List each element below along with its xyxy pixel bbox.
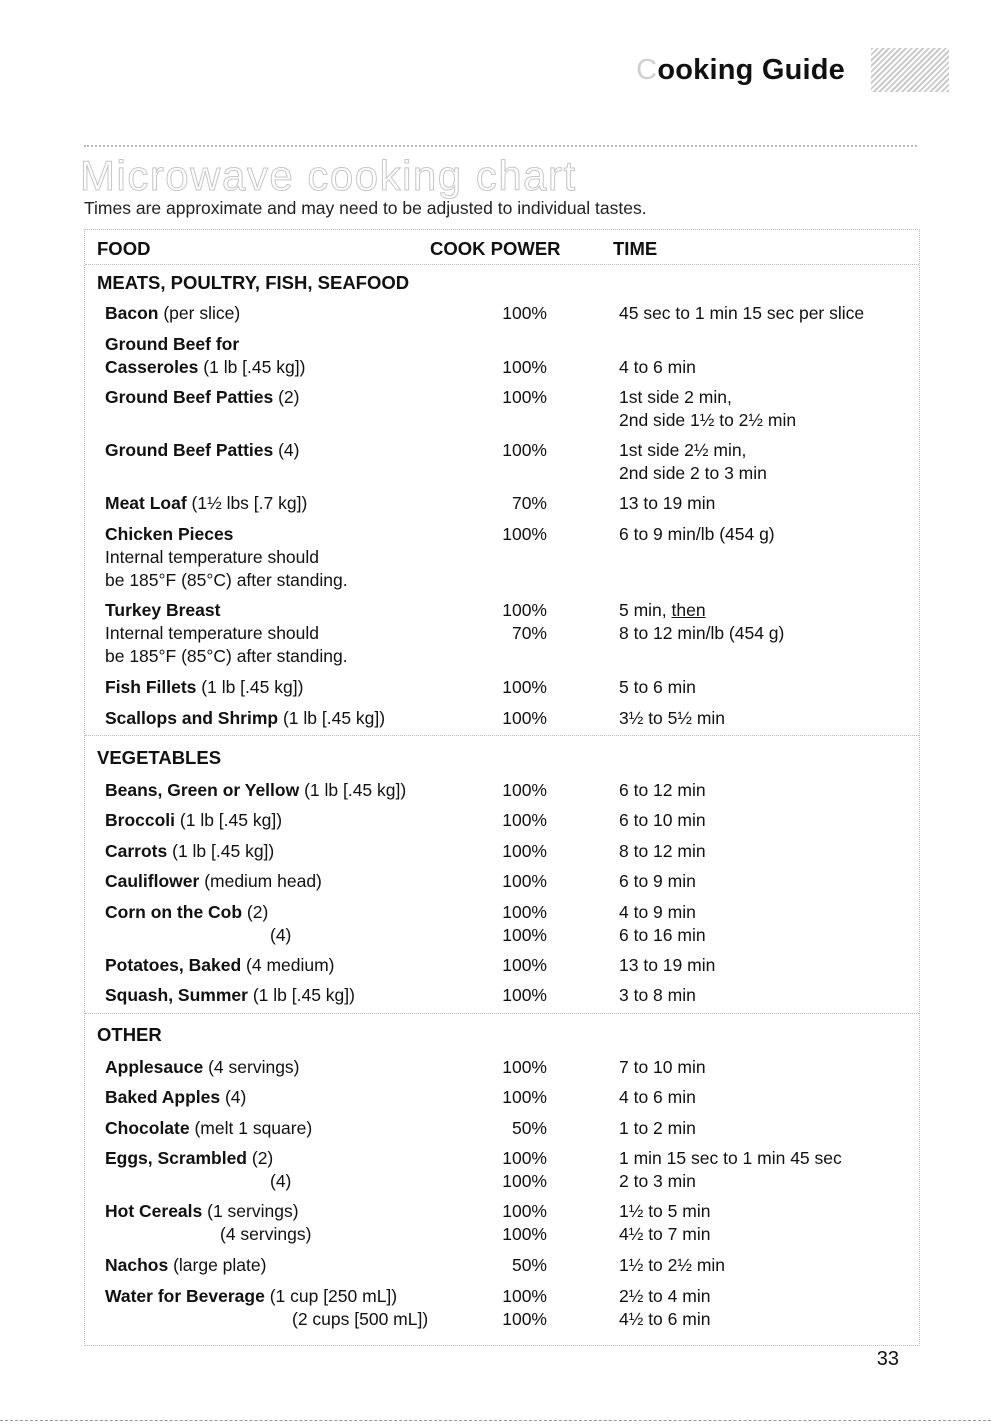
section-meats: MEATS, POULTRY, FISH, SEAFOOD bbox=[97, 272, 410, 293]
cook-power: 100% bbox=[502, 303, 547, 323]
section-other: OTHER bbox=[97, 1024, 162, 1045]
food-name: Meat Loaf bbox=[105, 493, 187, 513]
food-detail: (1 lb [.45 kg]) bbox=[196, 677, 304, 697]
header-title bbox=[636, 54, 845, 87]
food-detail: (1 lb [.45 kg]) bbox=[175, 810, 283, 830]
food-note-2: be 185°F (85°C) after standing. bbox=[105, 570, 348, 590]
section-divider bbox=[85, 735, 919, 736]
food-detail: (2) bbox=[242, 902, 269, 922]
cook-time: 4 to 6 min bbox=[619, 357, 696, 377]
cooking-chart-table bbox=[84, 229, 920, 1346]
cook-time: 6 to 9 min bbox=[619, 871, 696, 891]
cook-power: 100% bbox=[502, 1148, 547, 1168]
cook-time: 7 to 10 min bbox=[619, 1057, 706, 1077]
chart-title: Microwave cooking chart bbox=[80, 152, 577, 199]
cook-power-2: 100% bbox=[502, 925, 547, 945]
section-vegetables: VEGETABLES bbox=[97, 747, 222, 768]
cook-time: 5 min, then bbox=[619, 600, 706, 620]
food-detail: (1 lb [.45 kg]) bbox=[278, 708, 386, 728]
cook-power: 100% bbox=[502, 708, 547, 728]
cook-power: 100% bbox=[502, 902, 547, 922]
cook-power: 50% bbox=[511, 1255, 547, 1275]
cook-power-2: 100% bbox=[502, 1309, 547, 1329]
cook-power: 100% bbox=[502, 677, 547, 697]
cook-power: 100% bbox=[502, 985, 547, 1005]
food-name: Cauliflower bbox=[105, 871, 200, 891]
header-title-rest: ooking Guide bbox=[657, 53, 845, 86]
cook-time: 1st side 2½ min, bbox=[619, 440, 747, 460]
cook-time: 6 to 12 min bbox=[619, 780, 706, 800]
food-detail: (1 lb [.45 kg]) bbox=[299, 780, 407, 800]
top-dotted-rule bbox=[84, 145, 917, 147]
cook-time-2: 2nd side 1½ to 2½ min bbox=[619, 410, 797, 430]
cook-time: 3½ to 5½ min bbox=[619, 708, 726, 728]
cook-time: 6 to 9 min/lb (454 g) bbox=[619, 524, 775, 544]
cook-power: 100% bbox=[502, 780, 547, 800]
cook-power: 100% bbox=[502, 524, 547, 544]
food-sub-quantity: (2 cups [500 mL]) bbox=[292, 1309, 429, 1329]
food-detail: (large plate) bbox=[168, 1255, 267, 1275]
food-name: Corn on the Cob bbox=[105, 902, 243, 922]
food-detail: (medium head) bbox=[199, 871, 322, 891]
bottom-rule bbox=[0, 1420, 991, 1421]
food-name: Baked Apples bbox=[105, 1087, 221, 1107]
food-name: Hot Cereals bbox=[105, 1201, 203, 1221]
food-note: Internal temperature should bbox=[105, 547, 320, 567]
column-header-power: COOK POWER bbox=[430, 238, 561, 259]
cook-time: 1½ to 5 min bbox=[619, 1201, 711, 1221]
food-name: Potatoes, Baked bbox=[105, 955, 242, 975]
cook-time-2: 6 to 16 min bbox=[619, 925, 706, 945]
cook-time: 1½ to 2½ min bbox=[619, 1255, 726, 1275]
food-name: Fish Fillets bbox=[105, 677, 197, 697]
cook-time-2: 8 to 12 min/lb (454 g) bbox=[619, 623, 785, 643]
food-sub-quantity: (4) bbox=[270, 925, 292, 945]
food-name: Chocolate bbox=[105, 1118, 190, 1138]
food-name: Carrots bbox=[105, 841, 168, 861]
column-header-food: FOOD bbox=[97, 238, 151, 259]
cook-power: 100% bbox=[502, 1286, 547, 1306]
cook-time: 13 to 19 min bbox=[619, 493, 716, 513]
page-number: 33 bbox=[876, 1348, 899, 1370]
cook-time: 1st side 2 min, bbox=[619, 387, 732, 407]
cook-time: 5 to 6 min bbox=[619, 677, 696, 697]
food-name: Ground Beef Patties bbox=[105, 440, 274, 460]
cook-power: 100% bbox=[502, 1087, 547, 1107]
food-note-2: be 185°F (85°C) after standing. bbox=[105, 646, 348, 666]
cook-time: 1 to 2 min bbox=[619, 1118, 696, 1138]
header-title-initial: C bbox=[636, 53, 658, 86]
header-divider bbox=[85, 264, 919, 265]
cook-power: 100% bbox=[502, 357, 547, 377]
cook-time-2: 2nd side 2 to 3 min bbox=[619, 463, 767, 483]
page-header bbox=[636, 48, 949, 92]
food-detail: (2) bbox=[273, 387, 300, 407]
food-detail: (4 servings) bbox=[203, 1057, 300, 1077]
food-note: Internal temperature should bbox=[105, 623, 320, 643]
food-detail: (4) bbox=[273, 440, 300, 460]
cook-power-2: 100% bbox=[502, 1224, 547, 1244]
food-name: Water for Beverage bbox=[105, 1286, 265, 1306]
food-detail: (2) bbox=[247, 1148, 274, 1168]
cook-time: 1 min 15 sec to 1 min 45 sec bbox=[619, 1148, 842, 1168]
food-name: Turkey Breast bbox=[105, 600, 221, 620]
cook-time: 4 to 6 min bbox=[619, 1087, 696, 1107]
cook-time: 4 to 9 min bbox=[619, 902, 696, 922]
column-header-time: TIME bbox=[613, 238, 658, 259]
cook-time: 13 to 19 min bbox=[619, 955, 716, 975]
cook-time-2: 2 to 3 min bbox=[619, 1171, 696, 1191]
food-detail: (per slice) bbox=[158, 303, 241, 323]
food-detail: (melt 1 square) bbox=[189, 1118, 313, 1138]
cook-power: 100% bbox=[502, 955, 547, 975]
food-name: Scallops and Shrimp bbox=[105, 708, 279, 728]
cook-time-2: 4½ to 6 min bbox=[619, 1309, 711, 1329]
food-name: Beans, Green or Yellow bbox=[105, 780, 300, 800]
food-detail: (4) bbox=[220, 1087, 247, 1107]
food-name: Ground Beef for bbox=[105, 334, 240, 354]
food-name: Ground Beef Patties bbox=[105, 387, 274, 407]
cook-power: 100% bbox=[502, 1201, 547, 1221]
intro-text: Times are approximate and may need to be adjusted to individual tastes. bbox=[84, 198, 647, 218]
food-name: Applesauce bbox=[105, 1057, 204, 1077]
food-name-cont: Casseroles bbox=[105, 357, 199, 377]
food-name: Eggs, Scrambled bbox=[105, 1148, 247, 1168]
cook-power: 70% bbox=[511, 493, 547, 513]
cook-power: 100% bbox=[502, 600, 547, 620]
food-name: Nachos bbox=[105, 1255, 169, 1275]
food-detail: (1 lb [.45 kg]) bbox=[167, 841, 275, 861]
cook-power: 100% bbox=[502, 871, 547, 891]
cook-power: 100% bbox=[502, 841, 547, 861]
cook-power: 100% bbox=[502, 387, 547, 407]
cook-time: 6 to 10 min bbox=[619, 810, 706, 830]
food-sub-quantity: (4) bbox=[270, 1171, 292, 1191]
cook-time: 45 sec to 1 min 15 sec per slice bbox=[619, 303, 865, 323]
header-pattern-graphic bbox=[871, 48, 949, 92]
cook-power: 50% bbox=[511, 1118, 547, 1138]
food-detail: (4 medium) bbox=[241, 955, 335, 975]
food-detail: (1½ lbs [.7 kg]) bbox=[186, 493, 308, 513]
food-detail: (1 servings) bbox=[202, 1201, 299, 1221]
food-detail: (1 cup [250 mL]) bbox=[264, 1286, 398, 1306]
cook-time: 2½ to 4 min bbox=[619, 1286, 711, 1306]
cook-time: 3 to 8 min bbox=[619, 985, 696, 1005]
food-sub-quantity: (4 servings) bbox=[220, 1224, 312, 1244]
food-name: Bacon bbox=[105, 303, 159, 323]
cook-power-2: 70% bbox=[511, 623, 547, 643]
food-name: Broccoli bbox=[105, 810, 176, 830]
cook-power-2: 100% bbox=[502, 1171, 547, 1191]
cook-power: 100% bbox=[502, 810, 547, 830]
cook-time: 8 to 12 min bbox=[619, 841, 706, 861]
cook-time-2: 4½ to 7 min bbox=[619, 1224, 711, 1244]
food-name: Chicken Pieces bbox=[105, 524, 234, 544]
food-detail: (1 lb [.45 kg]) bbox=[247, 985, 355, 1005]
food-detail: (1 lb [.45 kg]) bbox=[198, 357, 306, 377]
cook-power: 100% bbox=[502, 1057, 547, 1077]
section-divider bbox=[85, 1013, 919, 1014]
cook-power: 100% bbox=[502, 440, 547, 460]
food-name: Squash, Summer bbox=[105, 985, 248, 1005]
